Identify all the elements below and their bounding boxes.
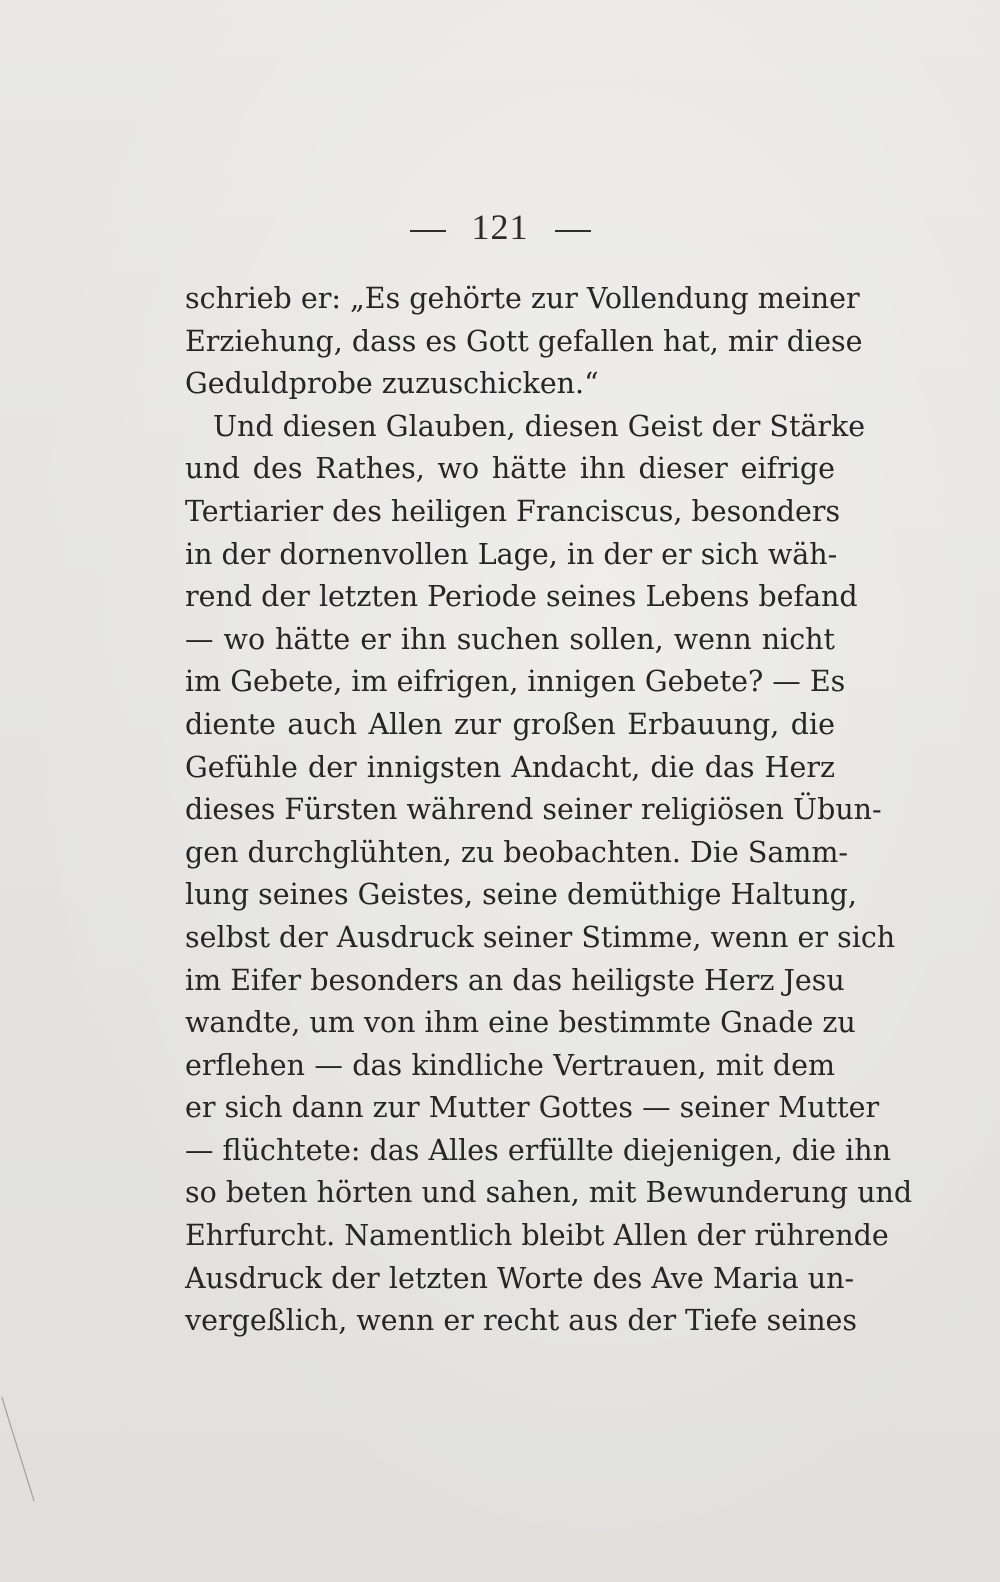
text-line: lung seines Geistes, seine demüthige Haltung, — [185, 878, 857, 912]
text-line: Und diesen Glauben, diesen Geist der Stärke — [213, 409, 866, 443]
text-line: diente auch Allen zur großen Erbauung, die — [185, 707, 835, 741]
text-line: Geduldprobe zuzuschicken.“ — [185, 367, 599, 401]
paper-scratch-mark — [0, 1395, 40, 1505]
text-line: dieses Fürsten während seiner religiösen Übun- — [185, 793, 882, 827]
text-line: Ehrfurcht. Namentlich bleibt Allen der rührende — [185, 1219, 889, 1253]
text-line: Gefühle der innigsten Andacht, die das Herz — [185, 750, 835, 784]
page-number: 121 — [471, 207, 529, 247]
text-line: wandte, um von ihm eine bestimmte Gnade zu — [185, 1006, 856, 1040]
text-line: rend der letzten Periode seines Lebens befand — [185, 580, 858, 614]
text-line: selbst der Ausdruck seiner Stimme, wenn er sich — [185, 920, 896, 954]
header-dash-right — [555, 230, 591, 232]
text-line: Tertiarier des heiligen Franciscus, besonders — [185, 494, 841, 528]
text-line: — wo hätte er ihn suchen sollen, wenn nicht — [185, 622, 835, 656]
text-line: vergeßlich, wenn er recht aus der Tiefe seines — [185, 1304, 858, 1338]
text-line: Erziehung, dass es Gott gefallen hat, mir diese — [185, 324, 863, 358]
page-header — [0, 206, 1000, 248]
header-dash-left — [410, 230, 446, 232]
text-line: erflehen — das kindliche Vertrauen, mit dem — [185, 1048, 835, 1082]
text-line: im Eifer besonders an das heiligste Herz Jesu — [185, 963, 845, 997]
text-line: Ausdruck der letzten Worte des Ave Maria un- — [185, 1261, 855, 1295]
text-line: er sich dann zur Mutter Gottes — seiner Mutter — [185, 1091, 880, 1125]
text-line: gen durchglühten, zu beobachten. Die Samm- — [185, 835, 849, 869]
text-line: schrieb er: „Es gehörte zur Vollendung meiner — [185, 282, 860, 315]
text-line: und des Rathes, wo hätte ihn dieser eifrige — [185, 452, 835, 486]
text-line: in der dornenvollen Lage, in der er sich wäh- — [185, 537, 838, 571]
body-text — [185, 278, 913, 1343]
text-line: so beten hörten und sahen, mit Bewunderung und — [185, 1176, 913, 1210]
text-line: — flüchtete: das Alles erfüllte diejenigen, die ihn — [185, 1133, 891, 1167]
text-line: im Gebete, im eifrigen, innigen Gebete? — Es — [185, 665, 846, 699]
